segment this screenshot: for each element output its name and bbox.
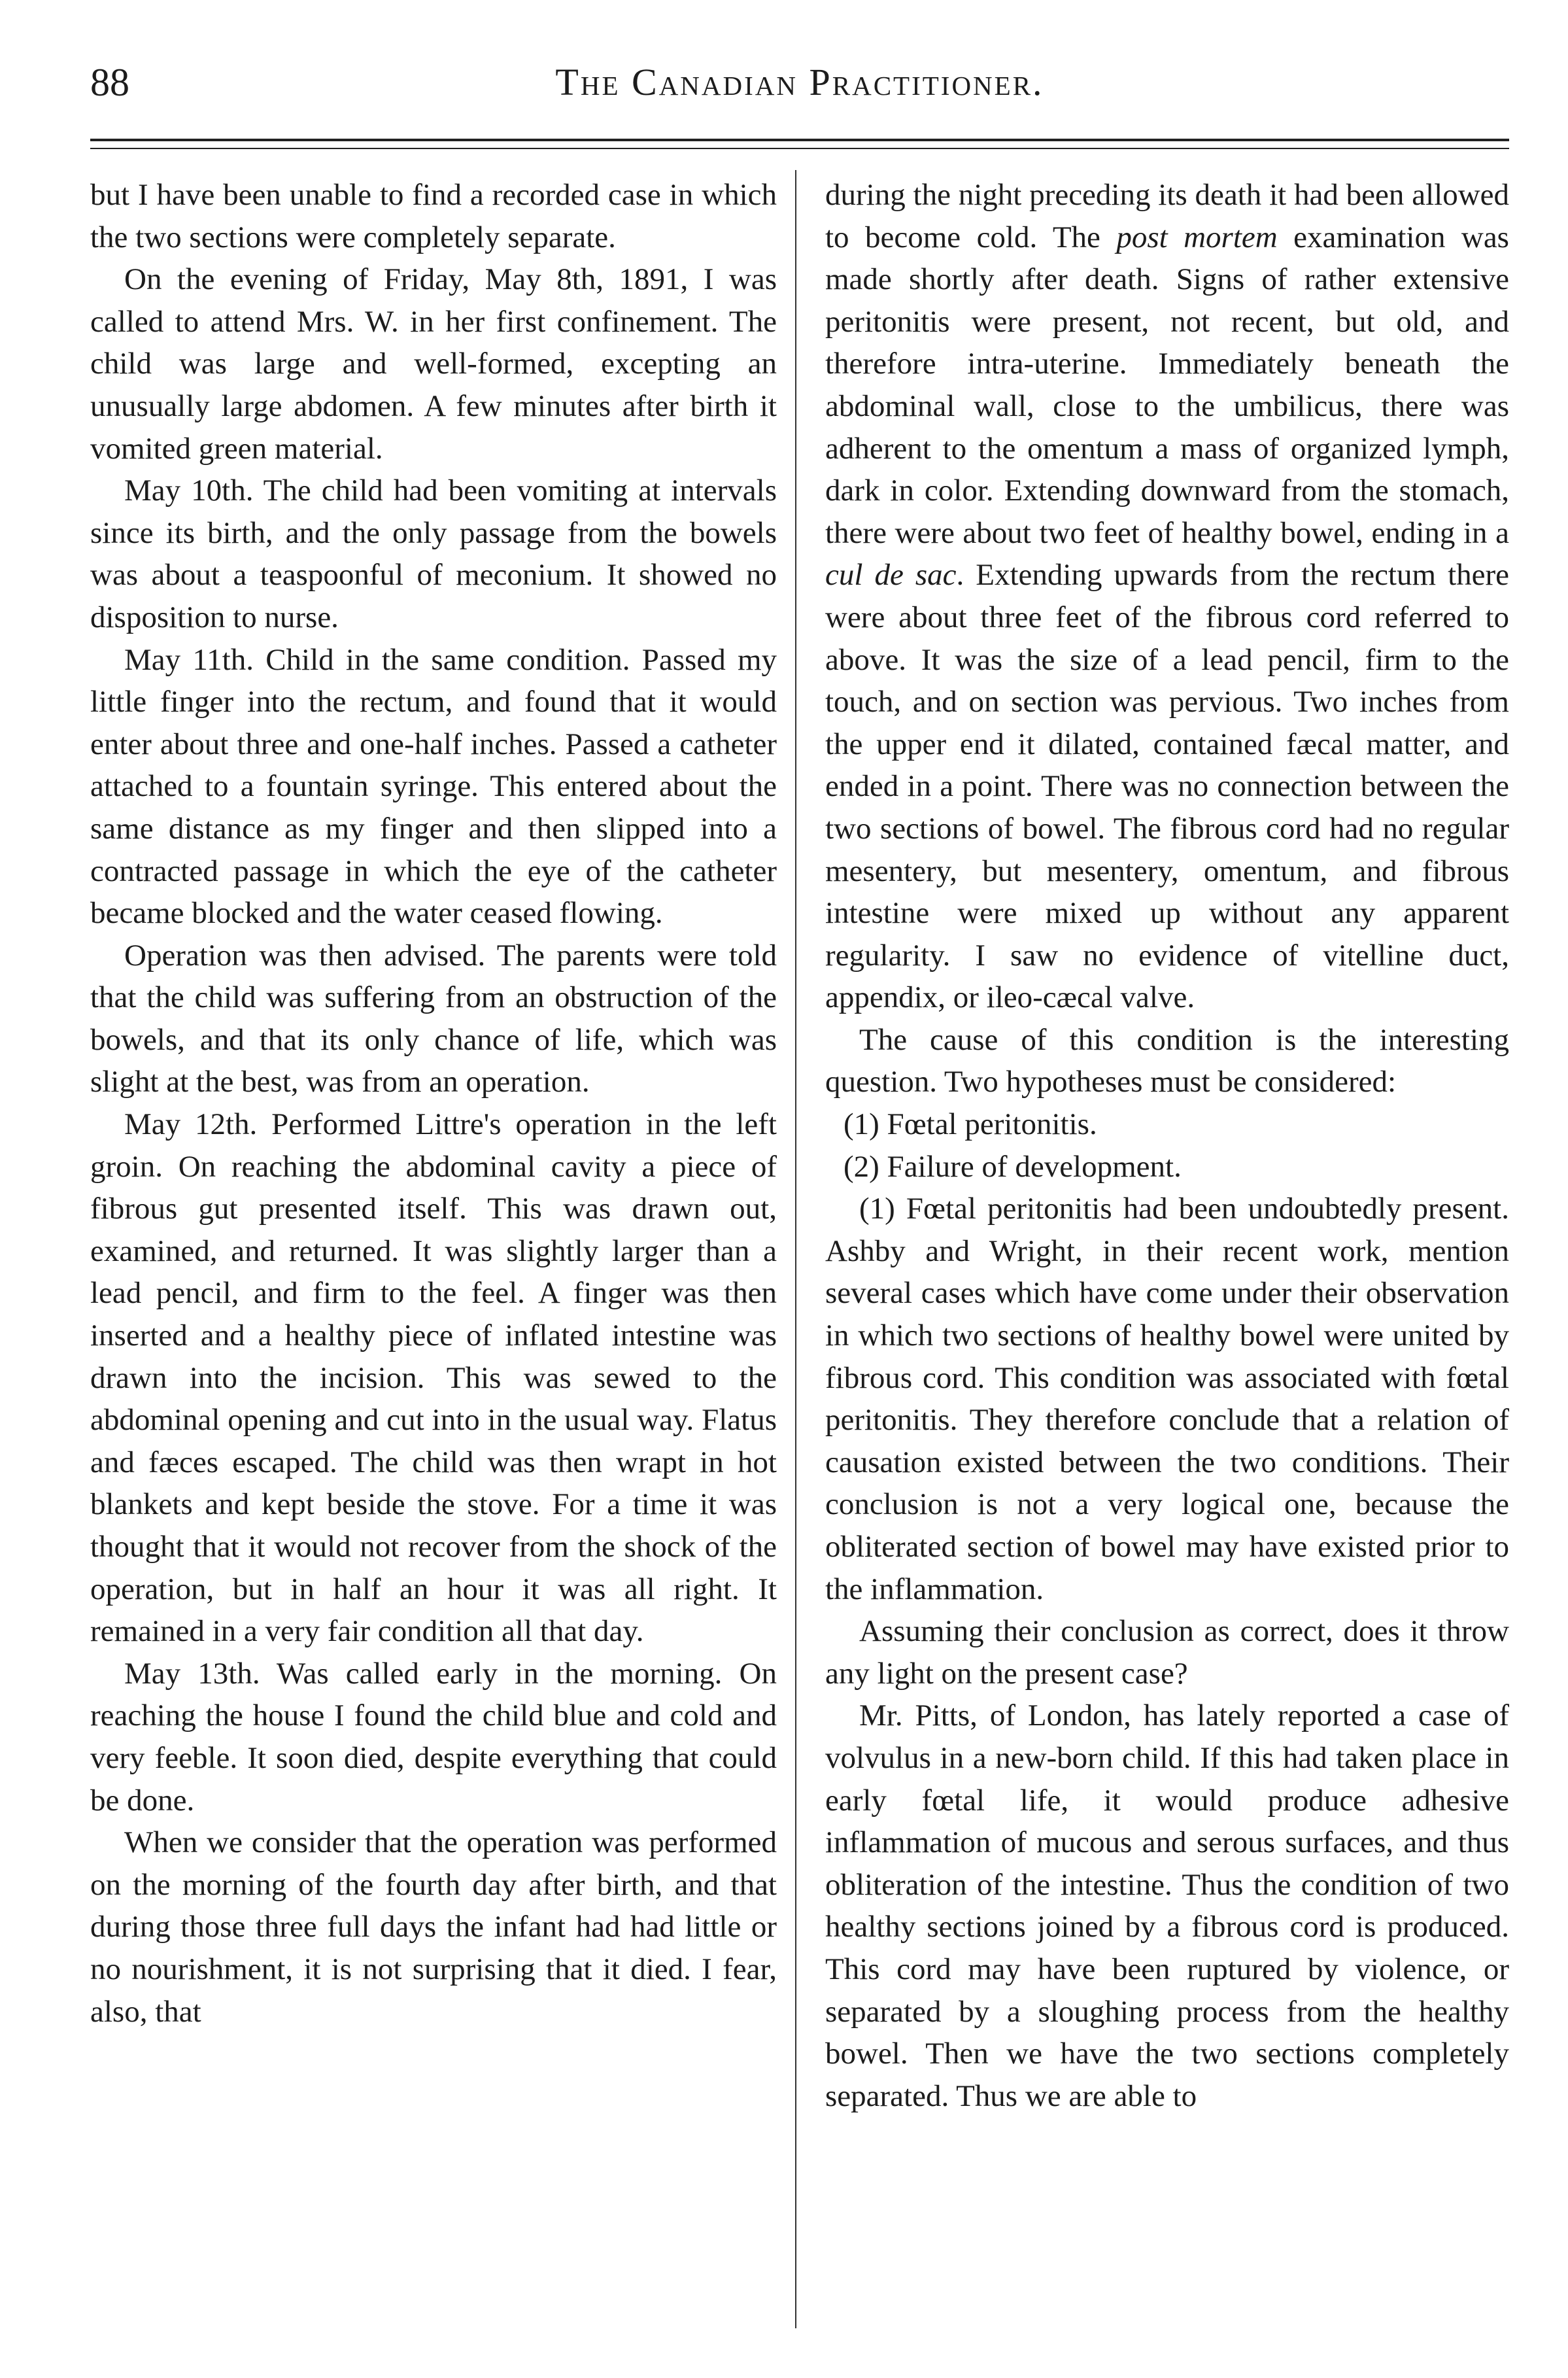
list-item: (1) Fœtal peritonitis.: [844, 1107, 1097, 1142]
paragraph: but I have been unable to find a recorded case in which the two sections were completely separate.: [90, 178, 777, 254]
column-divider: [795, 170, 796, 2328]
paragraph: May 13th. Was called early in the morning. On reaching the house I found the child blue and cold and very feeble. It soon died, despite everything that could be done.: [90, 1656, 777, 1818]
page-number: 88: [90, 61, 129, 104]
text-run: . Extending upwards from the rectum there were about three feet of the fibrous cord referred to above. It was the size of a lead pencil, firm to the touch, and on section was pervious. Two inches from the upper end it dilated, contained fæcal matter, and ended in a point. There was no connection between the two sections of bowel. The fibrous cord had no regular mesentery, but mesentery, omentum, and fibrous intestine were mixed up without any apparent regularity. I saw no evidence of vitelline duct, appendix, or ileo-cæcal valve.: [825, 558, 1509, 1015]
text-run: during the night preceding its death it had been allowed to become cold. The: [825, 178, 1509, 254]
paragraph: On the evening of Friday, May 8th, 1891, I was called to attend Mrs. W. in her first confinement. The child was large and well-formed, excepting an unusually large abdomen. A few minutes after birth it vomited green material.: [90, 262, 777, 466]
italic-term: post mortem: [1116, 220, 1278, 254]
list-item: (2) Failure of development.: [844, 1149, 1182, 1184]
paragraph: May 12th. Performed Littre's operation in the left groin. On reaching the abdominal cavity a piece of fibrous gut presented itself. This was drawn out, examined, and returned. It was slightly larger than a lead pencil, and firm to the feel. A finger was then inserted and a healthy piece of inflated intestine was drawn into the incision. This was sewed to the abdominal opening and cut into in the usual way. Flatus and fæces escaped. The child was then wrapt in hot blankets and kept beside the stove. For a time it was thought that it would not recover from the shock of the operation, but in half an hour it was all right. It remained in a very fair condition all that day.: [90, 1107, 777, 1649]
paragraph: Mr. Pitts, of London, has lately reported a case of volvulus in a new-born child. If this had taken place in early fœtal life, it would produce adhesive inflammation of mucous and serous surfaces, and thus obliteration of the intestine. Thus the condition of two healthy sections joined by a fibrous cord is produced. This cord may have been ruptured by violence, or separated by a sloughing process from the healthy bowel. Then we have the two sections completely separated. Thus we are able to: [825, 1698, 1509, 2113]
paragraph: (1) Fœtal peritonitis had been undoubtedly present. Ashby and Wright, in their recent work, mention several cases which have come under their observation in which two sections of healthy bowel were united by fibrous cord. This condition was associated with fœtal peritonitis. They therefore conclude that a relation of causation existed between the two conditions. Their conclusion is not a very logical one, because the obliterated section of bowel may have existed prior to the inflammation.: [825, 1192, 1509, 1606]
running-title: The Canadian Practitioner.: [555, 61, 1044, 103]
paragraph: Operation was then advised. The parents were told that the child was suffering from an obstruction of the bowels, and that its only chance of life, which was slight at the best, was from an operation.: [90, 938, 777, 1099]
left-column: [90, 174, 777, 2033]
paragraph: When we consider that the operation was performed on the morning of the fourth day after birth, and that during those three full days the infant had had little or no nourishment, it is not surprising that it died. I fear, also, that: [90, 1825, 777, 2029]
paragraph: [825, 174, 1509, 1019]
italic-term: cul de sac: [825, 558, 957, 593]
paragraph: May 11th. Child in the same condition. Passed my little finger into the rectum, and found that it would enter about three and one-half inches. Passed a catheter attached to a fountain syringe. This entered about the same distance as my finger and then slipped into a contracted passage in which the eye of the catheter became blocked and the water ceased flowing.: [90, 642, 777, 931]
text-run: examination was made shortly after death. Signs of rather extensive peritonitis were present, not recent, but old, and therefore intra-uterine. Immediately beneath the abdominal wall, close to the umbilicus, there was adherent to the omentum a mass of organized lymph, dark in color. Extending downward from the stomach, there were about two feet of healthy bowel, ending in a: [825, 220, 1509, 550]
paragraph: May 10th. The child had been vomiting at intervals since its birth, and the only passage from the bowels was about a teaspoonful of meconium. It showed no disposition to nurse.: [90, 474, 777, 634]
paragraph: The cause of this condition is the interesting question. Two hypotheses must be considered:: [825, 1022, 1509, 1099]
page-header: [90, 60, 1509, 119]
header-rule-thin: [90, 148, 1509, 149]
header-rule-thick: [90, 139, 1509, 141]
right-column: [825, 174, 1509, 2117]
paragraph: Assuming their conclusion as correct, does it throw any light on the present case?: [825, 1614, 1509, 1691]
